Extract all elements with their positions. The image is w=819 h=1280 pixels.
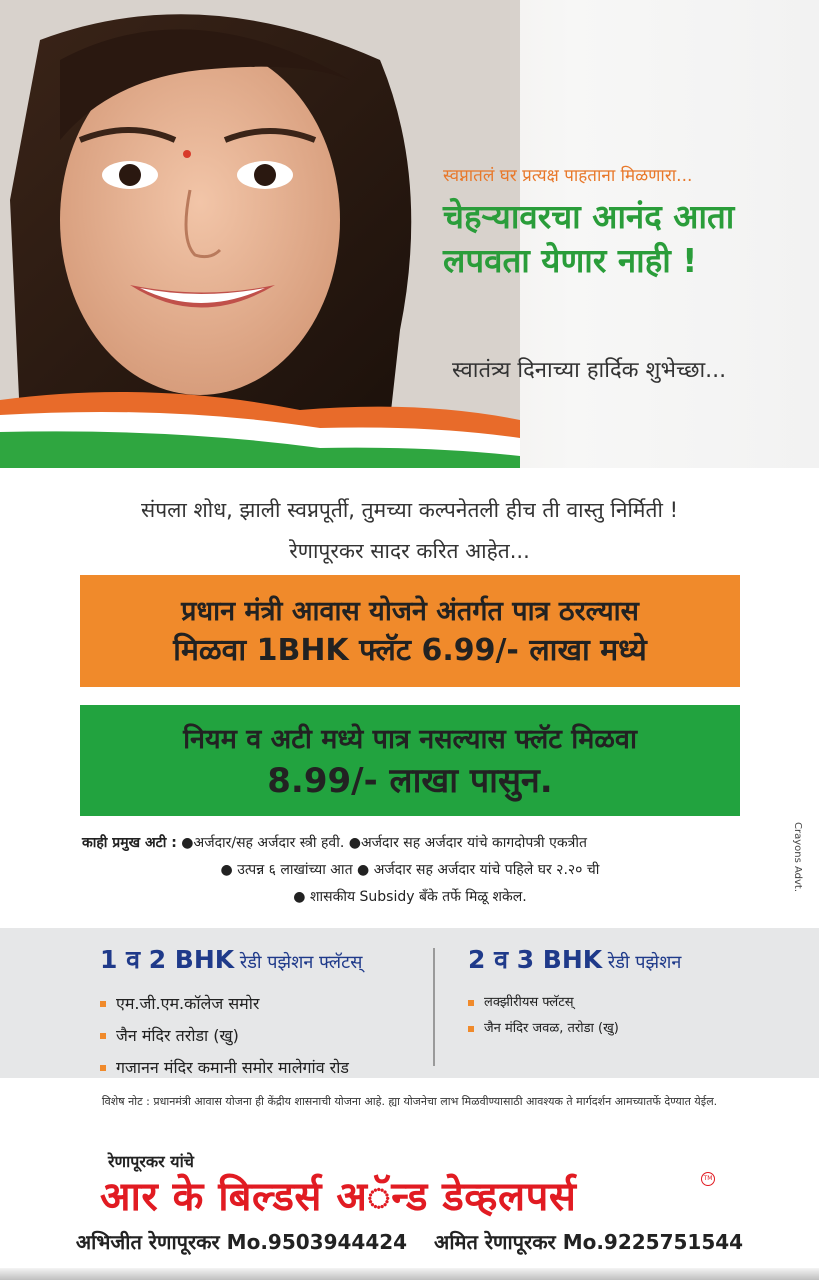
column-divider	[433, 948, 435, 1066]
offer-banner-orange	[80, 575, 740, 687]
intro-line-2: रेणापूरकर सादर करित आहेत...	[289, 539, 530, 563]
flats-right-title	[468, 942, 681, 976]
woman-portrait-image	[0, 0, 520, 468]
brand-name: आर के बिल्डर्स अॅन्ड डेव्हलपर्स	[100, 1174, 577, 1220]
list-item: जैन मंदिर जवळ, तरोडा (खु)	[468, 1016, 681, 1042]
offer-orange-line-1: प्रधान मंत्री आवास योजने अंतर्गत पात्र ठरल्यास	[181, 596, 639, 627]
bottom-strip	[0, 1268, 819, 1280]
list-item: जैन मंदिर तरोडा (खु)	[100, 1020, 362, 1052]
list-item: गजानन मंदिर कमानी समोर मालेगांव रोड	[100, 1052, 362, 1084]
hero-tagline-small: स्वप्नातलं घर प्रत्यक्ष पाहताना मिळणारा...	[443, 166, 693, 186]
flats-left-title	[100, 942, 362, 976]
independence-day-greeting: स्वातंत्र्य दिनाच्या हार्दिक शुभेच्छा...	[452, 358, 727, 383]
list-item: एम.जी.एम.कॉलेज समोर	[100, 988, 362, 1020]
flats-left-list	[100, 988, 362, 1084]
terms-item-1: ●अर्जदार/सह अर्जदार स्त्री हवी. ●अर्जदार सह अर्जदार यांचे कागदोपत्री एकत्रीत	[181, 835, 587, 851]
contact-amit: अमित रेणापूरकर Mo.9225751544	[434, 1230, 744, 1254]
contact-line	[0, 1228, 819, 1255]
offer-green-line-1: नियम व अटी मध्ये पात्र नसल्यास फ्लॅट मिळवा	[183, 724, 637, 755]
hero-tagline-big: चेहऱ्यावरचा आनंद आता लपवता येणार नाही !	[443, 197, 735, 280]
flats-left-title-bhk: 1 व 2 BHK	[100, 945, 235, 974]
terms-row-1	[60, 830, 760, 857]
brand-subtitle: रेणापूरकर यांचे	[108, 1152, 194, 1171]
terms-item-2: ● उत्पन्न ६ लाखांच्या आत ● अर्जदार सह अर्जदार यांचे पहिले घर २.२० ची	[220, 862, 600, 878]
flats-left-title-rest: रेडी पझेशन फ्लॅटस्	[239, 952, 363, 973]
flats-panel	[0, 928, 819, 1078]
offer-green-line-2: 8.99/- लाखा पासुन.	[267, 761, 553, 801]
terms-heading: काही प्रमुख अटी :	[82, 835, 177, 851]
special-note: विशेष नोट : प्रधानमंत्री आवास योजना ही केंद्रीय शासनाची योजना आहे. ह्या योजनेचा लाभ मिळवीण्यासाठी आवश्यक ते मार्गदर्शन आमच्यातर्फे देण्यात येईल.	[101, 1095, 718, 1108]
terms-item-3: ● शासकीय Subsidy बँके तर्फे मिळू शकेल.	[293, 889, 527, 905]
flats-right-title-bhk: 2 व 3 BHK	[468, 945, 603, 974]
trademark-icon: TM	[701, 1172, 715, 1186]
hero-banner	[0, 0, 819, 468]
flats-right-title-rest: रेडी पझेशन	[607, 952, 682, 973]
agency-credit: Crayons Advt.	[792, 822, 803, 893]
flats-column-2-3bhk	[468, 928, 681, 1042]
terms-conditions	[60, 830, 760, 911]
contact-abhijit: अभिजीत रेणापूरकर Mo.9503944424	[75, 1230, 408, 1254]
list-item: लक्झीरीयस फ्लॅटस्	[468, 990, 681, 1016]
offer-banner-green	[80, 705, 740, 816]
flats-right-list	[468, 990, 681, 1042]
flats-column-1-2bhk	[100, 928, 362, 1084]
intro-line-1: संपला शोध, झाली स्वप्नपूर्ती, तुमच्या कल्पनेतली हीच ती वास्तु निर्मिती !	[141, 498, 678, 522]
offer-orange-line-2: मिळवा 1BHK फ्लॅट 6.99/- लाखा मध्ये	[173, 633, 647, 668]
